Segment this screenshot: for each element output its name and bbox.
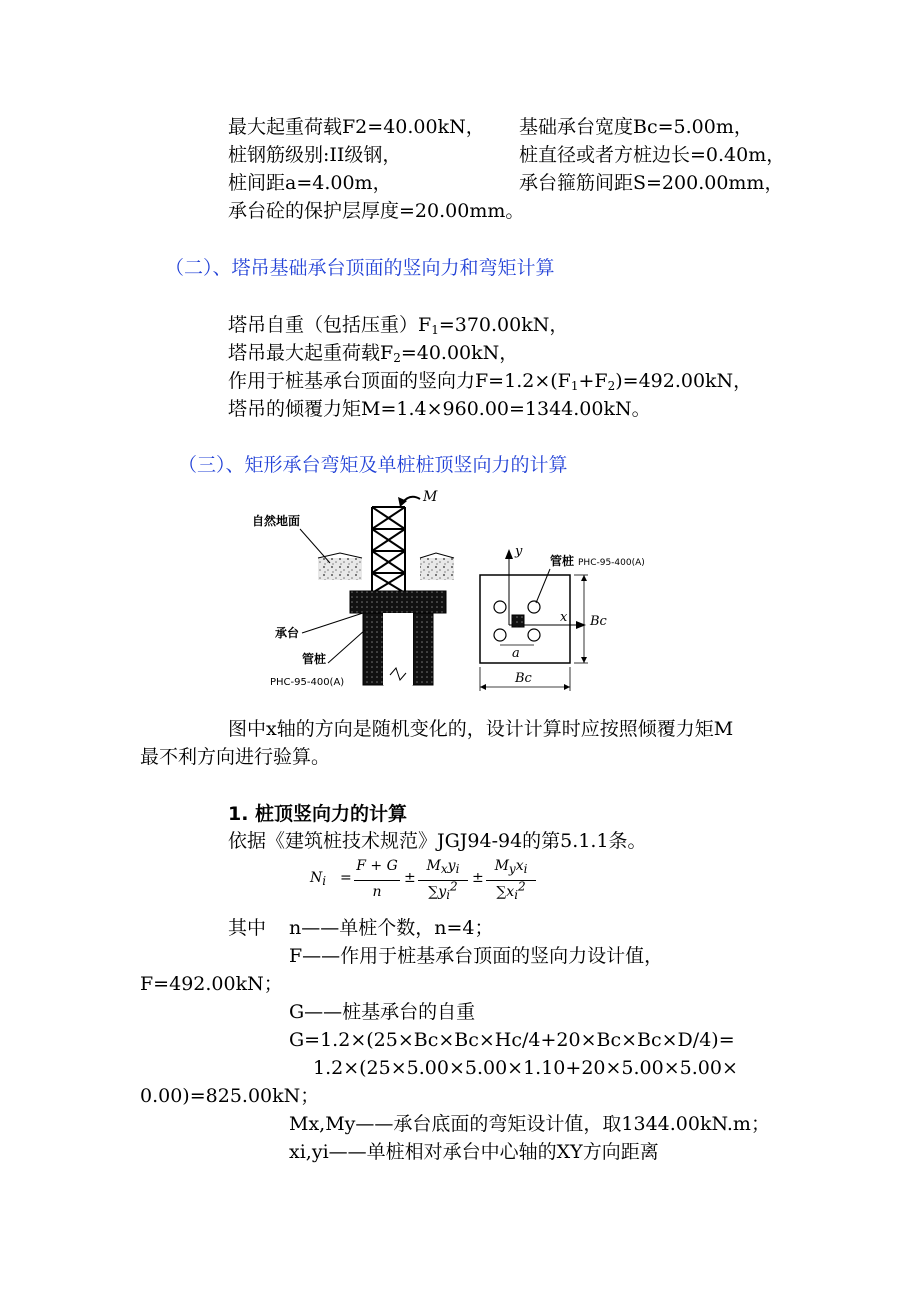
tower-mast (372, 507, 405, 593)
param-rebar-grade: 桩钢筋级别:II级钢， (228, 144, 402, 166)
ground-label: 自然地面 (252, 514, 301, 528)
pile-left (363, 613, 383, 685)
formula-num2: $M_xy_i$ (426, 858, 460, 876)
bc-right-label: Bc (590, 614, 607, 629)
def-F-value: F=492.00kN； (140, 973, 283, 995)
def-M: Mx,My——承台底面的弯矩设计值，取1344.00kN.m； (289, 1113, 770, 1135)
center-column (512, 615, 524, 627)
plan-pile-1 (494, 601, 506, 613)
pile-label: 管桩 (302, 652, 327, 666)
formula-pm: ± (404, 870, 416, 886)
param-cap-width: 基础承台宽度Bc=5.00m， (519, 116, 753, 138)
section-view (252, 489, 454, 688)
soil-right (420, 558, 454, 580)
param-pile-diameter: 桩直径或者方桩边长=0.40m， (519, 144, 786, 166)
param-pile-spacing: 桩间距a=4.00m， (228, 172, 392, 194)
def-F: F——作用于桩基承台顶面的竖向力设计值， (289, 945, 664, 967)
crane-self-weight: 塔吊自重（包括压重）$F_1=370.00kN$， (228, 314, 569, 337)
note-line-2: 最不利方向进行验算。 (140, 746, 331, 768)
crane-max-load: 塔吊最大起重荷载$F_2=40.00kN$， (228, 342, 519, 365)
note-line-1: 图中x轴的方向是随机变化的，设计计算时应按照倾覆力矩M (228, 718, 734, 740)
pile-cap (350, 591, 446, 613)
pile-model-label: PHC-95-400(A) (270, 677, 345, 688)
code-basis: 依据《建筑桩技术规范》JGJ94-94的第5.1.1条。 (228, 830, 647, 852)
plan-pile-label: 管桩 (550, 554, 575, 568)
plan-pile-4 (528, 629, 540, 641)
plan-view (480, 544, 645, 691)
param-max-lift-load: 最大起重荷载F2=40.00kN， (228, 116, 485, 138)
section-3-title: （三）、矩形承台弯矩及单桩桩顶竖向力的计算 (178, 454, 568, 476)
formula-lhs: $N_i$ (310, 870, 327, 888)
param-stirrup-spacing: 承台箍筋间距S=200.00mm， (519, 172, 784, 194)
plan-pile-2 (528, 601, 540, 613)
formula-eq: = (340, 870, 352, 886)
param-cover-thickness: 承台砼的保护层厚度=20.00mm。 (228, 200, 525, 222)
section-2-title: （二）、塔吊基础承台顶面的竖向力和弯矩计算 (165, 257, 555, 279)
overturning-moment: 塔吊的倾覆力矩M=1.4×960.00=1344.00kN。 (228, 398, 651, 420)
foundation-diagram (250, 485, 690, 700)
cap-label: 承台 (275, 626, 300, 640)
def-G-eq-2: 1.2×(25×5.00×5.00×1.10+20×5.00×5.00× (313, 1057, 738, 1079)
soil-left (318, 558, 362, 580)
formula-den2: $\sum y_i^2$ (428, 879, 458, 902)
def-G-eq-1: G=1.2×(25×Bc×Bc×Hc/4+20×Bc×Bc×D/4)= (289, 1029, 735, 1051)
pile-force-formula (310, 856, 550, 908)
def-xy: xi,yi——单桩相对承台中心轴的XY方向距离 (289, 1141, 659, 1163)
moment-label: M (423, 489, 438, 505)
plan-pile-3 (494, 629, 506, 641)
def-n: n——单桩个数，n=4； (289, 917, 494, 939)
where-label: 其中 (228, 917, 267, 939)
formula-den1: n (372, 884, 382, 900)
formula-num3: $M_yx_i$ (494, 858, 528, 876)
x-axis-label: x (560, 610, 568, 625)
formula-plus: ± (472, 870, 484, 886)
plan-pile-model: PHC-95-400(A) (578, 558, 645, 568)
y-axis-label: y (515, 544, 523, 559)
cap-outline (480, 575, 570, 663)
vertical-force: 作用于桩基承台顶面的竖向力$F=1.2\times(F_1+F_2)=492.00kN$， (228, 370, 753, 393)
bc-bottom-label: Bc (515, 671, 532, 686)
subsection-1-title: 1. 桩顶竖向力的计算 (228, 803, 408, 825)
def-G-eq-3: 0.00)=825.00kN； (140, 1085, 320, 1107)
pile-right (413, 613, 433, 685)
a-label: a (512, 646, 520, 661)
formula-den3: $\sum x_i^2$ (496, 879, 526, 902)
def-G: G——桩基承台的自重 (289, 1001, 476, 1023)
formula-num1: F + G (356, 858, 398, 874)
